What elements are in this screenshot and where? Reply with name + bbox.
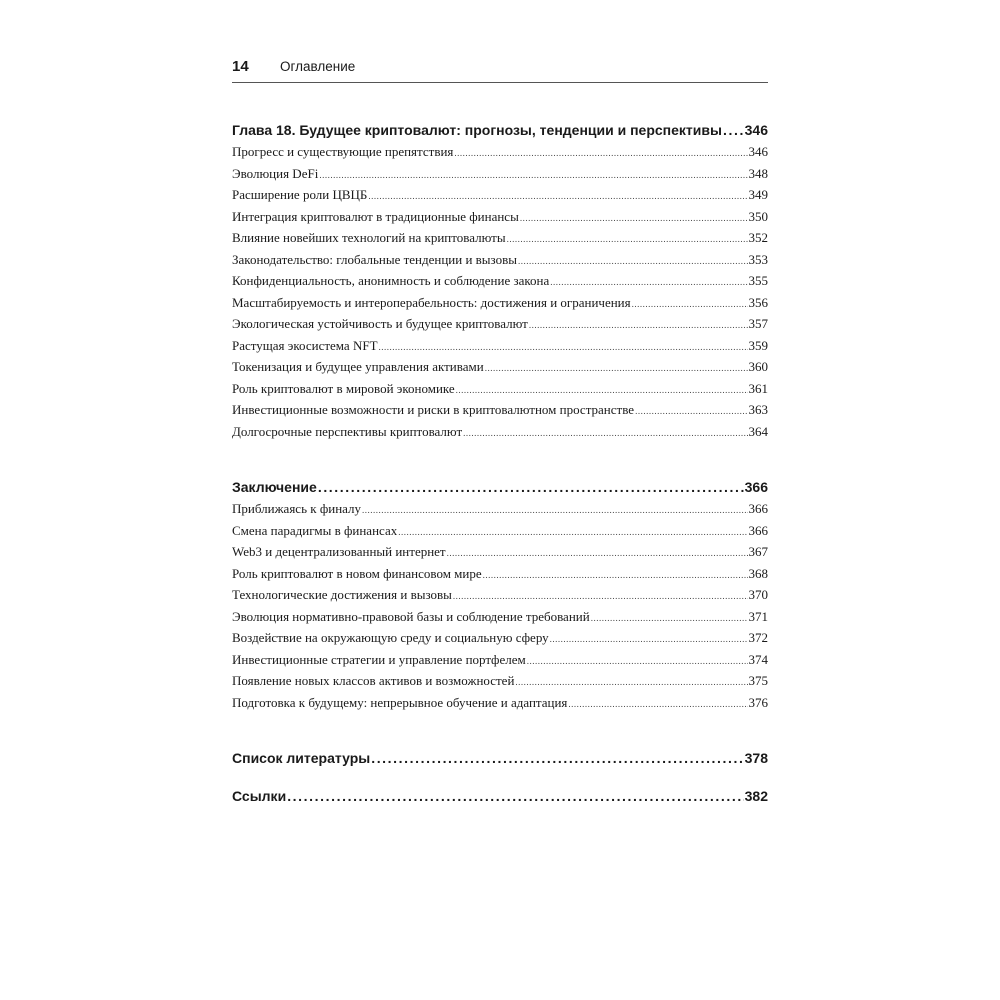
toc-item[interactable] — [232, 270, 768, 292]
leader-dots — [632, 294, 748, 316]
leader-dots — [368, 186, 747, 208]
leader-dots — [319, 165, 747, 187]
item-page: 363 — [748, 402, 768, 417]
item-page: 360 — [748, 359, 768, 374]
leader-dots — [507, 229, 748, 251]
item-page: 348 — [748, 165, 768, 181]
item-page: 375 — [748, 673, 768, 688]
chapter-page: 346 — [744, 122, 768, 138]
item-page: 367 — [748, 544, 768, 559]
leader-dots — [456, 380, 748, 402]
toc-item[interactable] — [232, 313, 768, 335]
toc-item[interactable] — [232, 163, 768, 185]
toc-section-links — [232, 785, 768, 807]
leader-dots — [483, 565, 748, 587]
item-page: 350 — [748, 208, 768, 224]
item-page: 346 — [748, 144, 768, 159]
leader-dots — [550, 272, 747, 294]
item-label: Прогресс и существующие препятствия — [232, 144, 454, 159]
toc-item[interactable] — [232, 356, 768, 378]
toc-item[interactable] — [232, 649, 768, 671]
item-page: 352 — [748, 230, 768, 245]
running-title: Оглавление — [280, 59, 356, 74]
item-page: 370 — [748, 587, 768, 602]
toc-item[interactable] — [232, 227, 768, 249]
toc-section-conclusion — [232, 476, 768, 713]
item-label: Технологические достижения и вызовы — [232, 587, 452, 602]
item-page: 368 — [748, 565, 768, 581]
item-page: 374 — [748, 651, 768, 667]
item-page: 359 — [748, 337, 768, 353]
toc-item[interactable] — [232, 184, 768, 206]
toc-item[interactable] — [232, 206, 768, 228]
item-page: 366 — [748, 501, 768, 516]
item-label: Законодательство: глобальные тенденции и вызовы — [232, 251, 517, 267]
toc-item[interactable] — [232, 606, 768, 628]
toc-section-chapter-18 — [232, 119, 768, 442]
leader-dots — [398, 522, 747, 544]
chapter-title: Глава 18. Будущее криптовалют: прогнозы, тенденции и перспективы — [232, 122, 722, 138]
chapter-title: Список литературы — [232, 750, 371, 766]
item-label: Влияние новейших технологий на криптовалюты — [232, 230, 506, 245]
item-label: Интеграция криптовалют в традиционные финансы — [232, 208, 519, 224]
item-label: Смена парадигмы в финансах — [232, 522, 398, 538]
item-label: Приближаясь к финалу — [232, 501, 362, 516]
item-label: Конфиденциальность, анонимность и соблюдение закона — [232, 273, 550, 288]
toc-item[interactable] — [232, 520, 768, 542]
item-page: 372 — [748, 630, 768, 645]
chapter-title: Заключение — [232, 479, 317, 495]
item-label: Роль криптовалют в мировой экономике — [232, 380, 455, 396]
toc-item[interactable] — [232, 141, 768, 163]
item-label: Роль криптовалют в новом финансовом мире — [232, 565, 482, 581]
page-header — [232, 58, 768, 83]
item-label: Инвестиционные стратегии и управление портфелем — [232, 651, 526, 667]
toc-item[interactable] — [232, 335, 768, 357]
leader-dots — [635, 401, 747, 423]
item-label: Подготовка к будущему: непрерывное обучение и адаптация — [232, 694, 568, 710]
toc-item[interactable] — [232, 498, 768, 520]
item-page: 371 — [748, 608, 768, 624]
item-page: 349 — [748, 187, 768, 202]
item-page: 366 — [748, 522, 768, 538]
leader-dots — [287, 785, 743, 807]
item-label: Эволюция DeFi — [232, 165, 319, 181]
toc-item[interactable] — [232, 692, 768, 714]
toc-item[interactable] — [232, 627, 768, 649]
toc-section-bibliography — [232, 747, 768, 769]
item-page: 361 — [748, 380, 768, 396]
item-label: Эволюция нормативно-правовой базы и соблюдение требований — [232, 608, 590, 624]
toc-item[interactable] — [232, 541, 768, 563]
item-page: 356 — [748, 294, 768, 310]
toc-item[interactable] — [232, 292, 768, 314]
leader-dots — [447, 543, 748, 565]
leader-dots — [515, 672, 747, 694]
toc-chapter-entry[interactable] — [232, 785, 768, 807]
item-label: Масштабируемость и интероперабельность: достижения и ограничения — [232, 294, 631, 310]
leader-dots — [379, 337, 748, 359]
item-page: 357 — [748, 316, 768, 331]
item-label: Инвестиционные возможности и риски в криптовалютном пространстве — [232, 402, 635, 417]
chapter-page: 378 — [744, 750, 768, 766]
chapter-page: 366 — [744, 479, 768, 495]
leader-dots — [454, 143, 747, 165]
item-label: Появление новых классов активов и возможностей — [232, 673, 515, 688]
page-number: 14 — [232, 58, 249, 75]
leader-dots — [318, 476, 744, 498]
item-label: Растущая экосистема NFT — [232, 337, 378, 353]
leader-dots — [527, 651, 748, 673]
item-label: Воздействие на окружающую среду и социальную сферу — [232, 630, 549, 645]
chapter-title: Ссылки — [232, 788, 287, 804]
toc-item[interactable] — [232, 249, 768, 271]
item-page: 353 — [748, 251, 768, 267]
leader-dots — [520, 208, 748, 230]
item-label: Токенизация и будущее управления активами — [232, 359, 484, 374]
toc-item[interactable] — [232, 399, 768, 421]
item-label: Web3 и децентрализованный интернет — [232, 544, 446, 559]
toc-item[interactable] — [232, 421, 768, 443]
item-label: Расширение роли ЦВЦБ — [232, 187, 368, 202]
leader-dots — [518, 251, 748, 273]
leader-dots — [453, 586, 748, 608]
item-label: Долгосрочные перспективы криптовалют — [232, 423, 463, 439]
item-page: 355 — [748, 273, 768, 288]
chapter-page: 382 — [744, 788, 768, 804]
leader-dots — [362, 500, 747, 522]
item-page: 364 — [748, 423, 768, 439]
leader-dots — [591, 608, 748, 630]
leader-dots — [485, 358, 748, 380]
leader-dots — [568, 694, 747, 716]
item-label: Экологическая устойчивость и будущее криптовалют — [232, 316, 528, 331]
toc-page — [232, 58, 768, 807]
item-page: 376 — [748, 694, 768, 710]
leader-dots — [371, 747, 743, 769]
toc-chapter-entry[interactable] — [232, 119, 768, 141]
leader-dots — [463, 423, 747, 445]
leader-dots — [723, 119, 744, 141]
leader-dots — [529, 315, 748, 337]
toc-item[interactable] — [232, 584, 768, 606]
toc-chapter-entry[interactable] — [232, 476, 768, 498]
toc-chapter-entry[interactable] — [232, 747, 768, 769]
toc-item[interactable] — [232, 563, 768, 585]
toc-item[interactable] — [232, 378, 768, 400]
leader-dots — [550, 629, 748, 651]
toc-item[interactable] — [232, 670, 768, 692]
